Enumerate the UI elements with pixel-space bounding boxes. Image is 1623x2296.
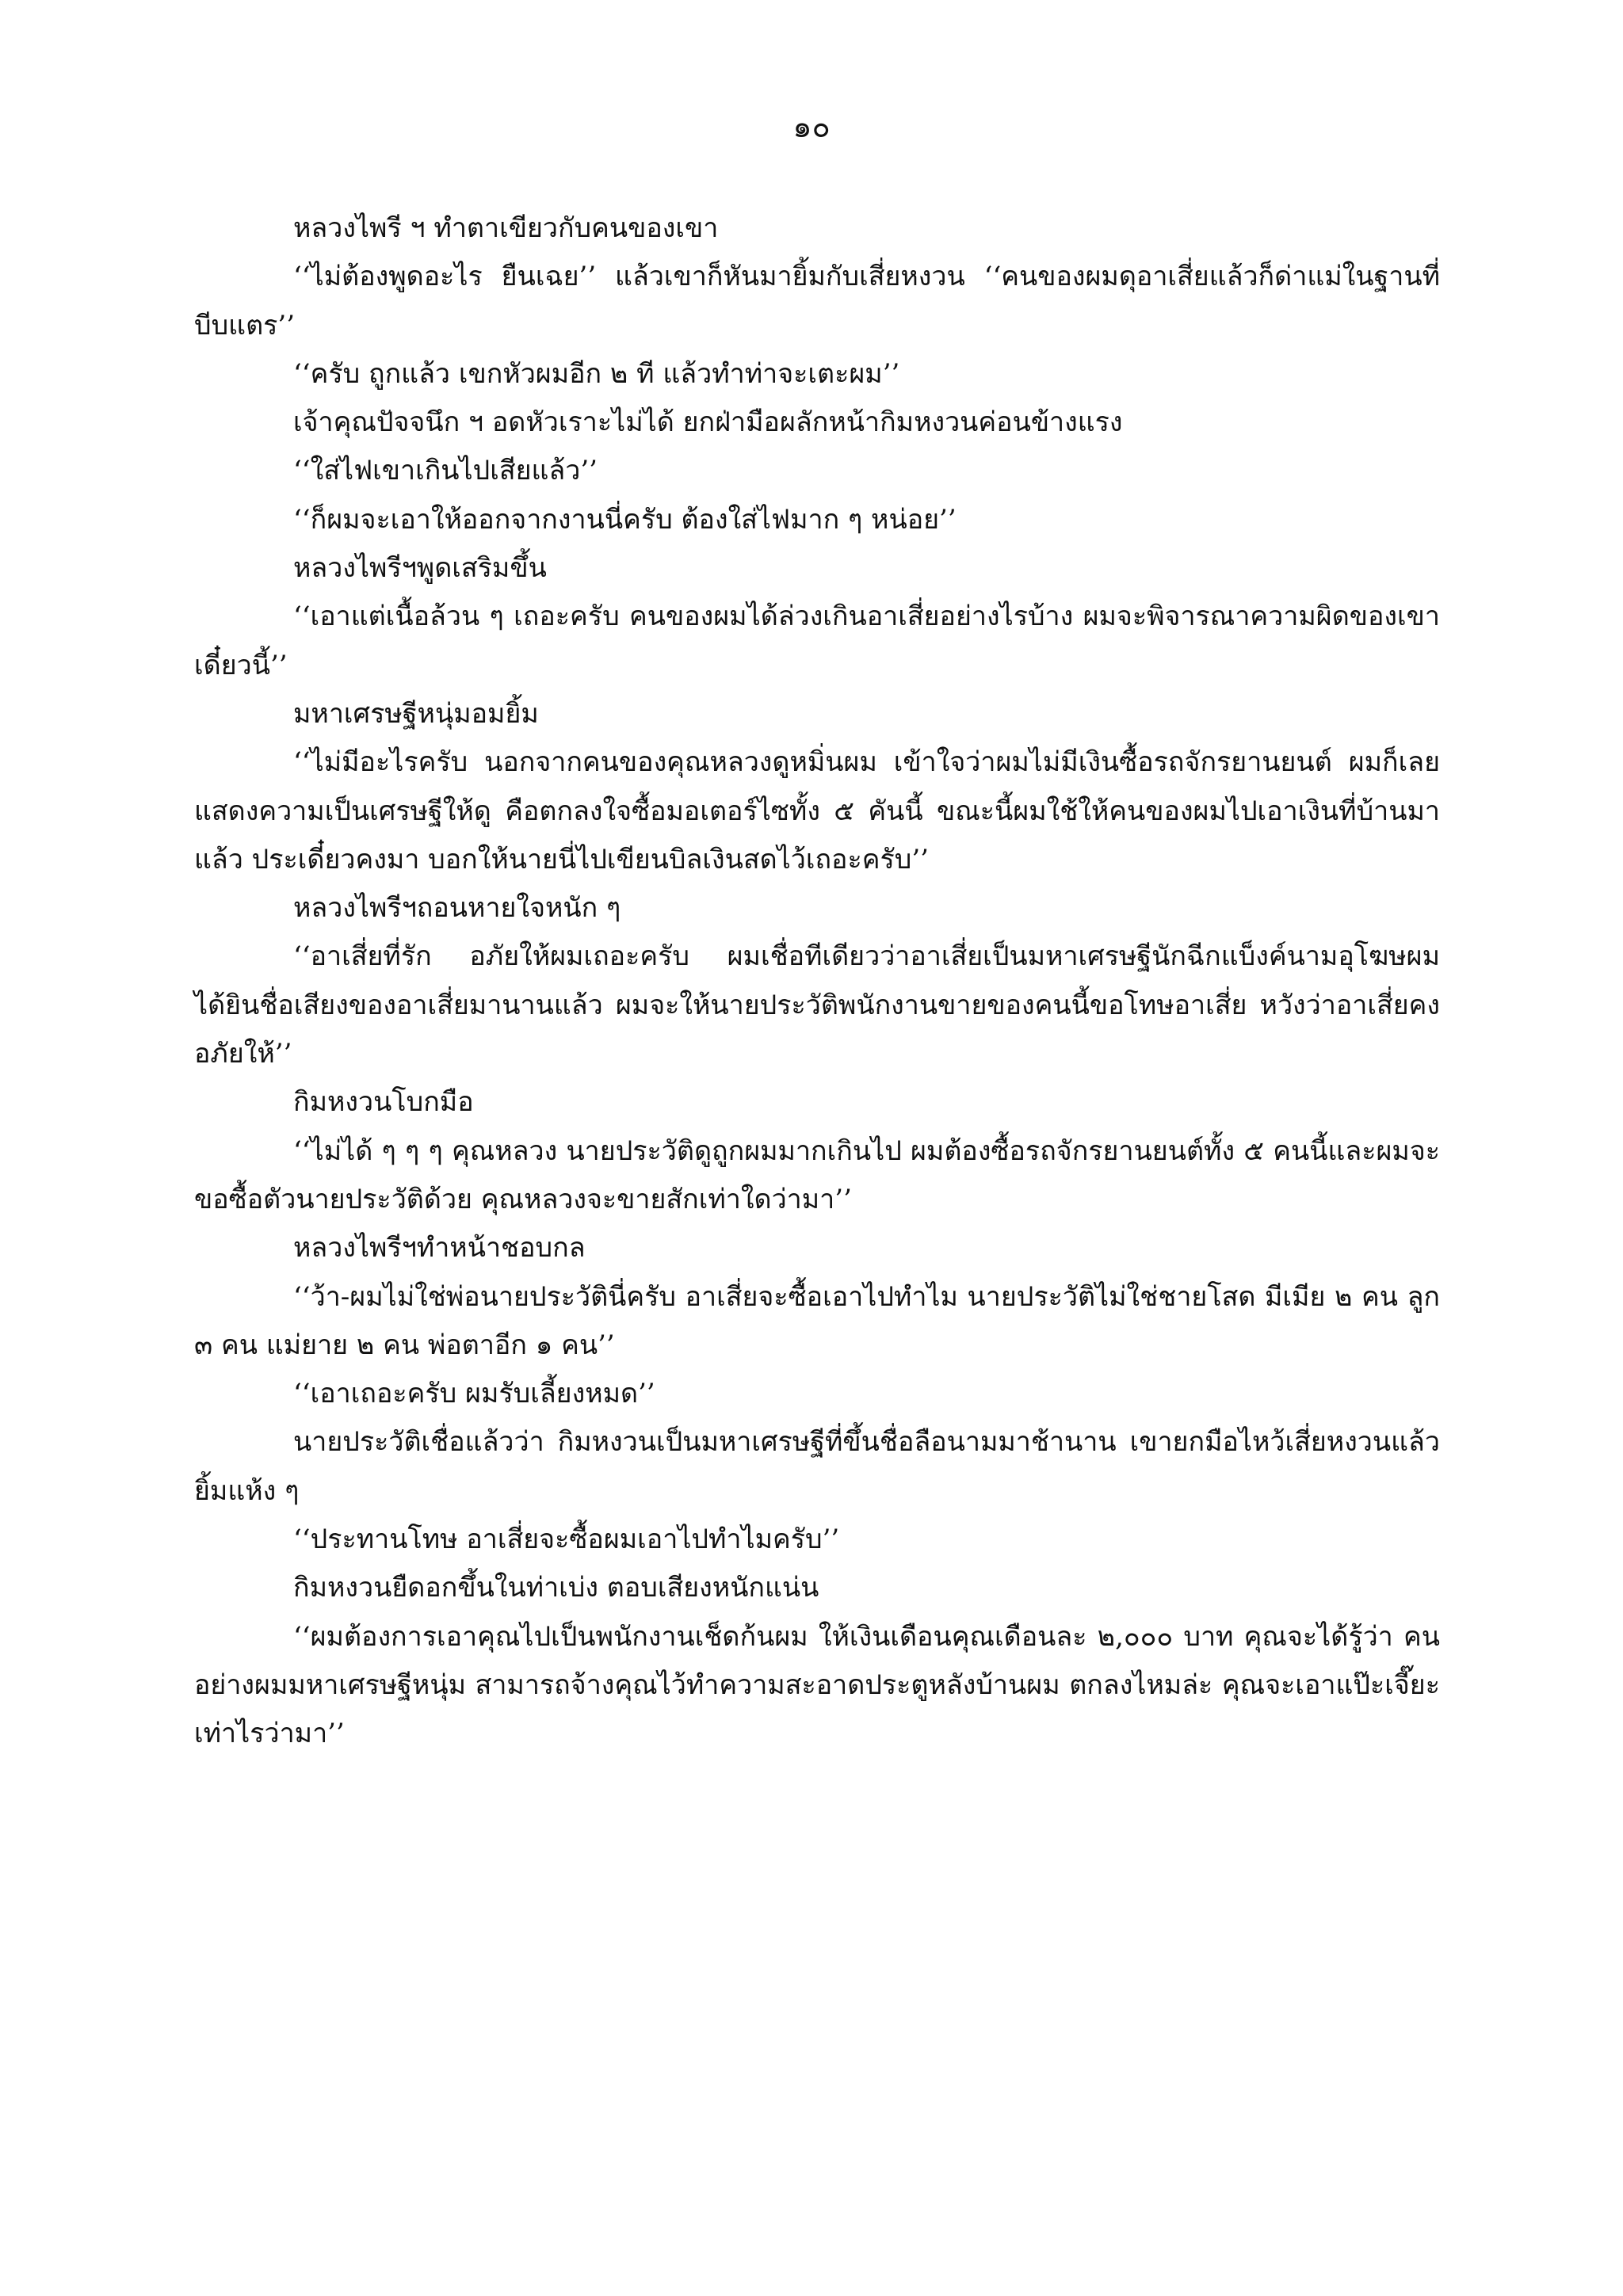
paragraph: ‘‘ว้า-ผมไม่ใช่พ่อนายประวัตินี่ครับ อาเสี่ยจะซื้อเอาไปทำไม นายประวัติไม่ใช่ชายโสด มีเมีย ๒ คน ลูก ๓ คน แม่ยาย ๒ คน พ่อตาอีก ๑ คน’’ — [194, 1280, 1440, 1361]
paragraph: ‘‘ไม่มีอะไรครับ นอกจากคนของคุณหลวงดูหมิ่นผม เข้าใจว่าผมไม่มีเงินซื้อรถจักรยานยนต์ ผมก็เลยแสดงความเป็นเศรษฐีให้ดู คือตกลงใจซื้อมอเตอร์ไซทั้ง ๕ คันนี้ ขณะนี้ผมใช้ให้คนของผมไปเอาเงินที่บ้านมาแล้ว ประเดี๋ยวคงมา บอกให้นายนี่ไปเขียนบิลเงินสดไว้เถอะครับ’’ — [194, 746, 1440, 875]
paragraph: หลวงไพรีฯถอนหายใจหนัก ๆ — [293, 892, 621, 925]
paragraph: ‘‘ไม่ต้องพูดอะไร ยืนเฉย’’ แล้วเขาก็หันมายิ้มกับเสี่ยหงวน ‘‘คนของผมดุอาเสี่ยแล้วก็ด่าแม่ในฐานที่บีบแตร’’ — [194, 261, 1440, 341]
paragraph: ‘‘ครับ ถูกแล้ว เขกหัวผมอีก ๒ ที แล้วทำท่าจะเตะผม’’ — [293, 357, 900, 390]
paragraph: เจ้าคุณปัจจนึก ฯ อดหัวเราะไม่ได้ ยกฝ่ามือผลักหน้ากิมหงวนค่อนข้างแรง — [293, 406, 1123, 439]
paragraph: ‘‘เอาเถอะครับ ผมรับเลี้ยงหมด’’ — [293, 1378, 655, 1410]
paragraph: กิมหงวนยืดอกขึ้นในท่าเบ่ง ตอบเสียงหนักแน่น — [293, 1572, 819, 1604]
body-text — [194, 204, 1440, 1759]
paragraph: ‘‘ก็ผมจะเอาให้ออกจากงานนี่ครับ ต้องใส่ไฟมาก ๆ หน่อย’’ — [293, 503, 957, 536]
paragraph: หลวงไพรี ฯ ทำตาเขียวกับคนของเขา — [293, 212, 719, 244]
paragraph: ‘‘ผมต้องการเอาคุณไปเป็นพนักงานเช็ดก้นผม ให้เงินเดือนคุณเดือนละ ๒,๐๐๐ บาท คุณจะได้รู้ว่า คนอย่างผมมหาเศรษฐีหนุ่ม สามารถจ้างคุณไว้ทำความสะอาดประตูหลังบ้านผม ตกลงไหมล่ะ คุณจะเอาแป๊ะเจี๊ยะเท่าไรว่ามา’’ — [194, 1620, 1440, 1750]
paragraph: กิมหงวนโบกมือ — [293, 1086, 474, 1119]
paragraph: ‘‘ประทานโทษ อาเสี่ยจะซื้อผมเอาไปทำไมครับ’’ — [293, 1524, 840, 1556]
page-number: ๑๐ — [792, 109, 831, 144]
paragraph: ‘‘ใส่ไฟเขาเกินไปเสียแล้ว’’ — [293, 455, 598, 487]
paragraph: มหาเศรษฐีหนุ่มอมยิ้ม — [293, 697, 539, 730]
paragraph: ‘‘อาเสี่ยที่รัก อภัยให้ผมเถอะครับ ผมเชื่อทีเดียวว่าอาเสี่ยเป็นมหาเศรษฐีนักฉีกแบ็งค์นามอุโฆษผมได้ยินชื่อเสียงของอาเสี่ยมานานแล้ว ผมจะให้นายประวัติพนักงานขายของคนนี้ขอโทษอาเสี่ย หวังว่าอาเสี่ยคงอภัยให้’’ — [194, 940, 1440, 1070]
paragraph: ‘‘ไม่ได้ ๆ ๆ ๆ คุณหลวง นายประวัติดูถูกผมมากเกินไป ผมต้องซื้อรถจักรยานยนต์ทั้ง ๕ คนนี้และผมจะขอซื้อตัวนายประวัติด้วย คุณหลวงจะขายสักเท่าใดว่ามา’’ — [194, 1135, 1440, 1215]
paragraph: นายประวัติเชื่อแล้วว่า กิมหงวนเป็นมหาเศรษฐีที่ขึ้นชื่อลือนามมาช้านาน เขายกมือไหว้เสี่ยหงวนแล้วยิ้มแห้ง ๆ — [194, 1426, 1440, 1507]
paragraph: หลวงไพรีฯทำหน้าชอบกล — [293, 1232, 586, 1264]
paragraph: ‘‘เอาแต่เนื้อล้วน ๆ เถอะครับ คนของผมได้ล่วงเกินอาเสี่ยอย่างไรบ้าง ผมจะพิจารณาความผิดของเขาเดี๋ยวนี้’’ — [194, 601, 1440, 681]
paragraph: หลวงไพรีฯพูดเสริมขึ้น — [293, 552, 547, 585]
